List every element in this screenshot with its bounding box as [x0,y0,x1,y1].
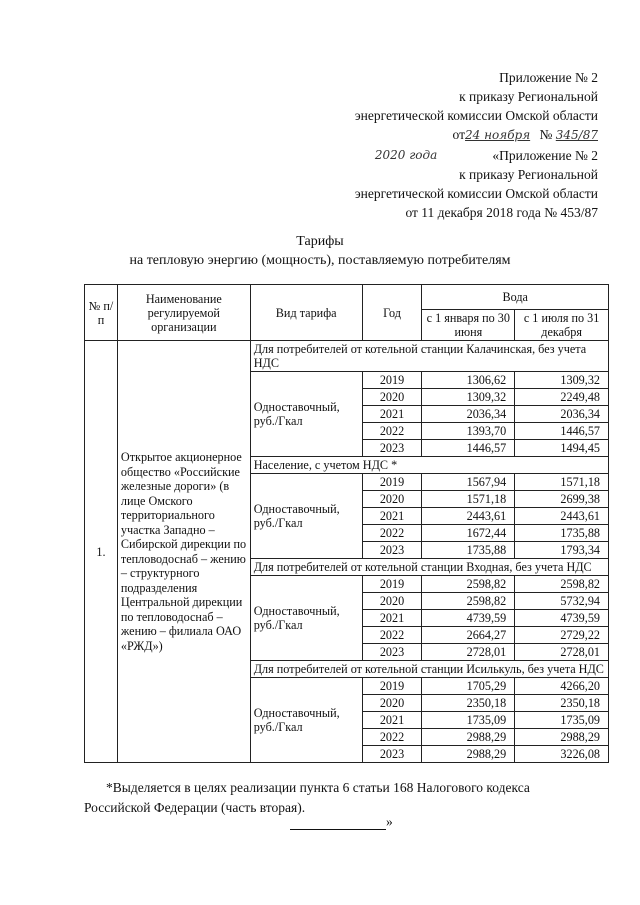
header-tariff-type: Вид тарифа [250,285,362,341]
value-first-half: 1571,18 [422,491,515,508]
year-cell: 2019 [362,372,422,389]
tariff-type: Одноставочный, руб./Гкал [250,474,362,559]
appendix-date-line [355,125,598,145]
value-second-half: 3226,08 [515,746,609,763]
value-first-half: 1672,44 [422,525,515,542]
year-cell: 2023 [362,542,422,559]
value-first-half: 2988,29 [422,746,515,763]
section-title: Население, с учетом НДС * [250,457,608,474]
year-cell: 2019 [362,474,422,491]
title-main: Тарифы [296,234,344,249]
tariff-type: Одноставочный, руб./Гкал [250,372,362,457]
title-sub: на тепловую энергию (мощность), поставляемую потребителям [129,253,511,268]
value-first-half: 1735,88 [422,542,515,559]
year-cell: 2022 [362,423,422,440]
organization-name: Открытое акционерное общество «Российские железные дороги» (в лице Омского территориального участка Западно – Сибирской дирекции по тепловодоснаб – жению – структурного подразделения Центральной дирекции по тепловодоснаб – жению – филиала ОАО «РЖД») [117,341,250,763]
value-second-half: 5732,94 [515,593,609,610]
handwritten-date: 24 ноября [465,128,531,142]
closing-quote-line [290,814,393,830]
year-cell: 2019 [362,678,422,695]
value-second-half: 2350,18 [515,695,609,712]
section-title: Для потребителей от котельной станции Исилькуль, без учета НДС [250,661,608,678]
value-second-half: 4266,20 [515,678,609,695]
footnote-line-2: Российской Федерации (часть вторая). [84,800,306,815]
value-second-half: 2598,82 [515,576,609,593]
year-cell: 2022 [362,627,422,644]
original-order-ref: к приказу Региональной [459,167,598,182]
value-second-half: 2729,22 [515,627,609,644]
year-cell: 2022 [362,729,422,746]
value-first-half: 1309,32 [422,389,515,406]
year-cell: 2020 [362,389,422,406]
value-first-half: 2443,61 [422,508,515,525]
appendix-title: Приложение № 2 [499,70,598,85]
value-second-half: 2036,34 [515,406,609,423]
handwritten-year: 2020 года [374,148,438,162]
year-cell: 2023 [362,644,422,661]
value-first-half: 2598,82 [422,593,515,610]
value-first-half: 2036,34 [422,406,515,423]
signature-underline [290,817,386,830]
appendix-commission: энергетической комиссии Омской области [354,108,598,123]
header-first-half: с 1 января по 30 июня [422,310,515,341]
value-second-half: 2699,38 [515,491,609,508]
year-cell: 2020 [362,491,422,508]
year-cell: 2021 [362,406,422,423]
value-first-half: 1705,29 [422,678,515,695]
header-second-half: с 1 июля по 31 декабря [515,310,609,341]
appendix-order-ref: к приказу Региональной [459,89,598,104]
original-appendix-header [355,146,598,222]
value-first-half: 1735,09 [422,712,515,729]
value-first-half: 4739,59 [422,610,515,627]
value-second-half: 2249,48 [515,389,609,406]
number-prefix: № [539,127,553,142]
original-commission: энергетической комиссии Омской области [354,186,598,201]
year-cell: 2020 [362,695,422,712]
tariff-table [84,284,609,763]
original-appendix-title: «Приложение № 2 [492,148,598,163]
tariff-type: Одноставочный, руб./Гкал [250,678,362,763]
footnote-line-1: *Выделяется в целях реализации пункта 6 статьи 168 Налогового кодекса [106,780,530,795]
year-cell: 2021 [362,610,422,627]
year-cell: 2021 [362,508,422,525]
header-org: Наименование регулируемой организации [117,285,250,341]
year-cell: 2023 [362,440,422,457]
value-second-half: 1793,34 [515,542,609,559]
value-second-half: 1735,88 [515,525,609,542]
value-first-half: 1393,70 [422,423,515,440]
year-cell: 2020 [362,593,422,610]
year-cell: 2021 [362,712,422,729]
section-title: Для потребителей от котельной станции Входная, без учета НДС [250,559,608,576]
value-second-half: 2988,29 [515,729,609,746]
handwritten-number: 345/87 [555,128,598,142]
value-second-half: 1446,57 [515,423,609,440]
row-number: 1. [85,341,118,763]
value-second-half: 4739,59 [515,610,609,627]
value-first-half: 2598,82 [422,576,515,593]
header-year: Год [362,285,422,341]
value-second-half: 1735,09 [515,712,609,729]
value-first-half: 2728,01 [422,644,515,661]
header-water: Вода [422,285,609,310]
original-order-date: от 11 декабря 2018 года № 453/87 [405,205,598,220]
tariff-type: Одноставочный, руб./Гкал [250,576,362,661]
value-first-half: 2350,18 [422,695,515,712]
document-title [0,232,640,270]
value-second-half: 2728,01 [515,644,609,661]
section-title: Для потребителей от котельной станции Калачинская, без учета НДС [250,341,608,372]
value-second-half: 1309,32 [515,372,609,389]
value-first-half: 1446,57 [422,440,515,457]
value-first-half: 2988,29 [422,729,515,746]
year-cell: 2022 [362,525,422,542]
value-second-half: 2443,61 [515,508,609,525]
value-first-half: 1306,62 [422,372,515,389]
year-cell: 2019 [362,576,422,593]
year-cell: 2023 [362,746,422,763]
value-second-half: 1494,45 [515,440,609,457]
closing-quote: » [386,814,393,829]
date-prefix: от [452,127,466,142]
value-first-half: 1567,94 [422,474,515,491]
value-first-half: 2664,27 [422,627,515,644]
value-second-half: 1571,18 [515,474,609,491]
header-num: № п/п [85,285,118,341]
